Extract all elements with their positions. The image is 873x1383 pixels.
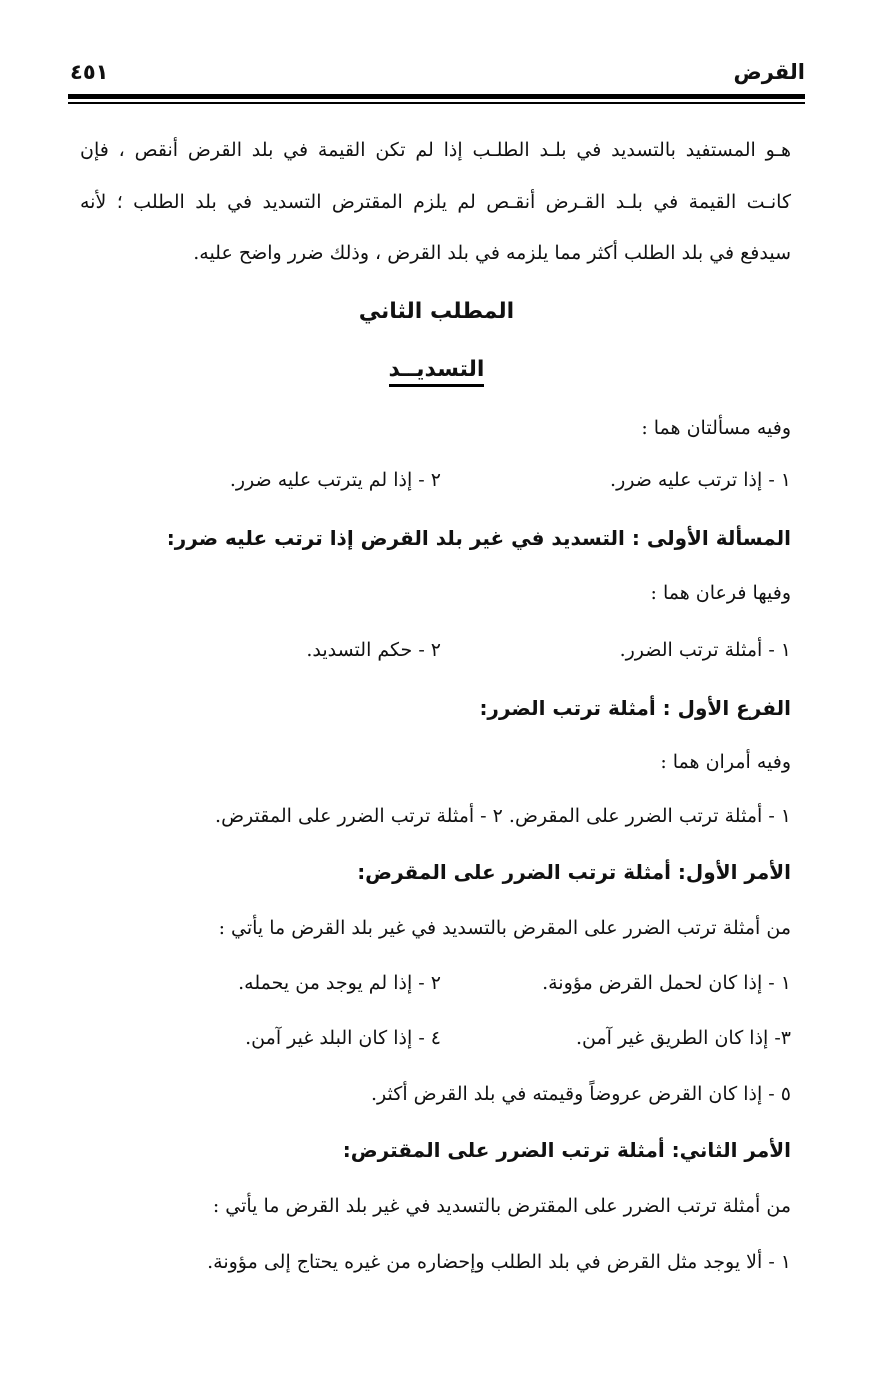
list-item: ٥ - إذا كان القرض عروضاً وقيمته في بلد القرض أكثر. bbox=[371, 1083, 791, 1105]
matter-heading: الأمر الثاني: أمثلة ترتب الضرر على المقترض: bbox=[342, 1138, 791, 1162]
page-number: ٤٥١ bbox=[70, 60, 109, 84]
list-item: ٢ - إذا لم يوجد من يحمله. bbox=[238, 972, 441, 994]
paragraph-line: كانـت القيمة في بلـد القـرض أنقـص لم يلزم المقترض التسديد في بلد الطلب ؛ لأنه bbox=[80, 191, 791, 213]
branch-intro: وفيه أمران هما : bbox=[660, 751, 791, 773]
matter-heading: الأمر الأول: أمثلة ترتب الضرر على المقرض: bbox=[357, 860, 791, 884]
list-item: ٤ - إذا كان البلد غير آمن. bbox=[245, 1027, 441, 1049]
list-item: ١ - إذا كان لحمل القرض مؤونة. bbox=[542, 972, 791, 994]
issue-intro: وفيها فرعان هما : bbox=[650, 582, 791, 604]
matter-intro: من أمثلة ترتب الضرر على المقرض بالتسديد في غير بلد القرض ما يأتي : bbox=[218, 917, 791, 939]
paragraph-line: سيدفع في بلد الطلب أكثر مما يلزمه في بلد القرض ، وذلك ضرر واضح عليه. bbox=[193, 242, 791, 264]
section-heading: المطلب الثاني bbox=[358, 299, 515, 324]
running-title: القرض bbox=[733, 60, 805, 84]
list-item: ١ - إذا ترتب عليه ضرر. bbox=[610, 469, 791, 491]
running-header bbox=[70, 58, 805, 92]
branch-heading: الفرع الأول : أمثلة ترتب الضرر: bbox=[479, 696, 791, 720]
section-subheading bbox=[0, 355, 873, 385]
paragraph-line: هـو المستفيد بالتسديد في بلـد الطلـب إذا لم تكن القيمة في بلد القرض أنقص ، فإن bbox=[80, 139, 791, 161]
list-item: ١ - أمثلة ترتب الضرر. bbox=[619, 639, 791, 661]
list-item: ٣- إذا كان الطريق غير آمن. bbox=[575, 1027, 791, 1049]
list-item: ٢ - إذا لم يترتب عليه ضرر. bbox=[229, 469, 441, 491]
header-rule-thick bbox=[68, 94, 805, 99]
section-subheading-text: التسديــد bbox=[389, 357, 485, 387]
list-item: ١ - أمثلة ترتب الضرر على المقرض. ٢ - أمثلة ترتب الضرر على المقترض. bbox=[215, 805, 791, 827]
header-rule-thin bbox=[68, 102, 805, 104]
list-item: ٢ - حكم التسديد. bbox=[306, 639, 441, 661]
list-item: ١ - ألا يوجد مثل القرض في بلد الطلب وإحضاره من غيره يحتاج إلى مؤونة. bbox=[207, 1251, 791, 1273]
matter-intro: من أمثلة ترتب الضرر على المقترض بالتسديد في غير بلد القرض ما يأتي : bbox=[212, 1195, 791, 1217]
intro-text: وفيه مسألتان هما : bbox=[641, 417, 791, 439]
issue-heading: المسألة الأولى : التسديد في غير بلد القرض إذا ترتب عليه ضرر: bbox=[166, 526, 791, 550]
